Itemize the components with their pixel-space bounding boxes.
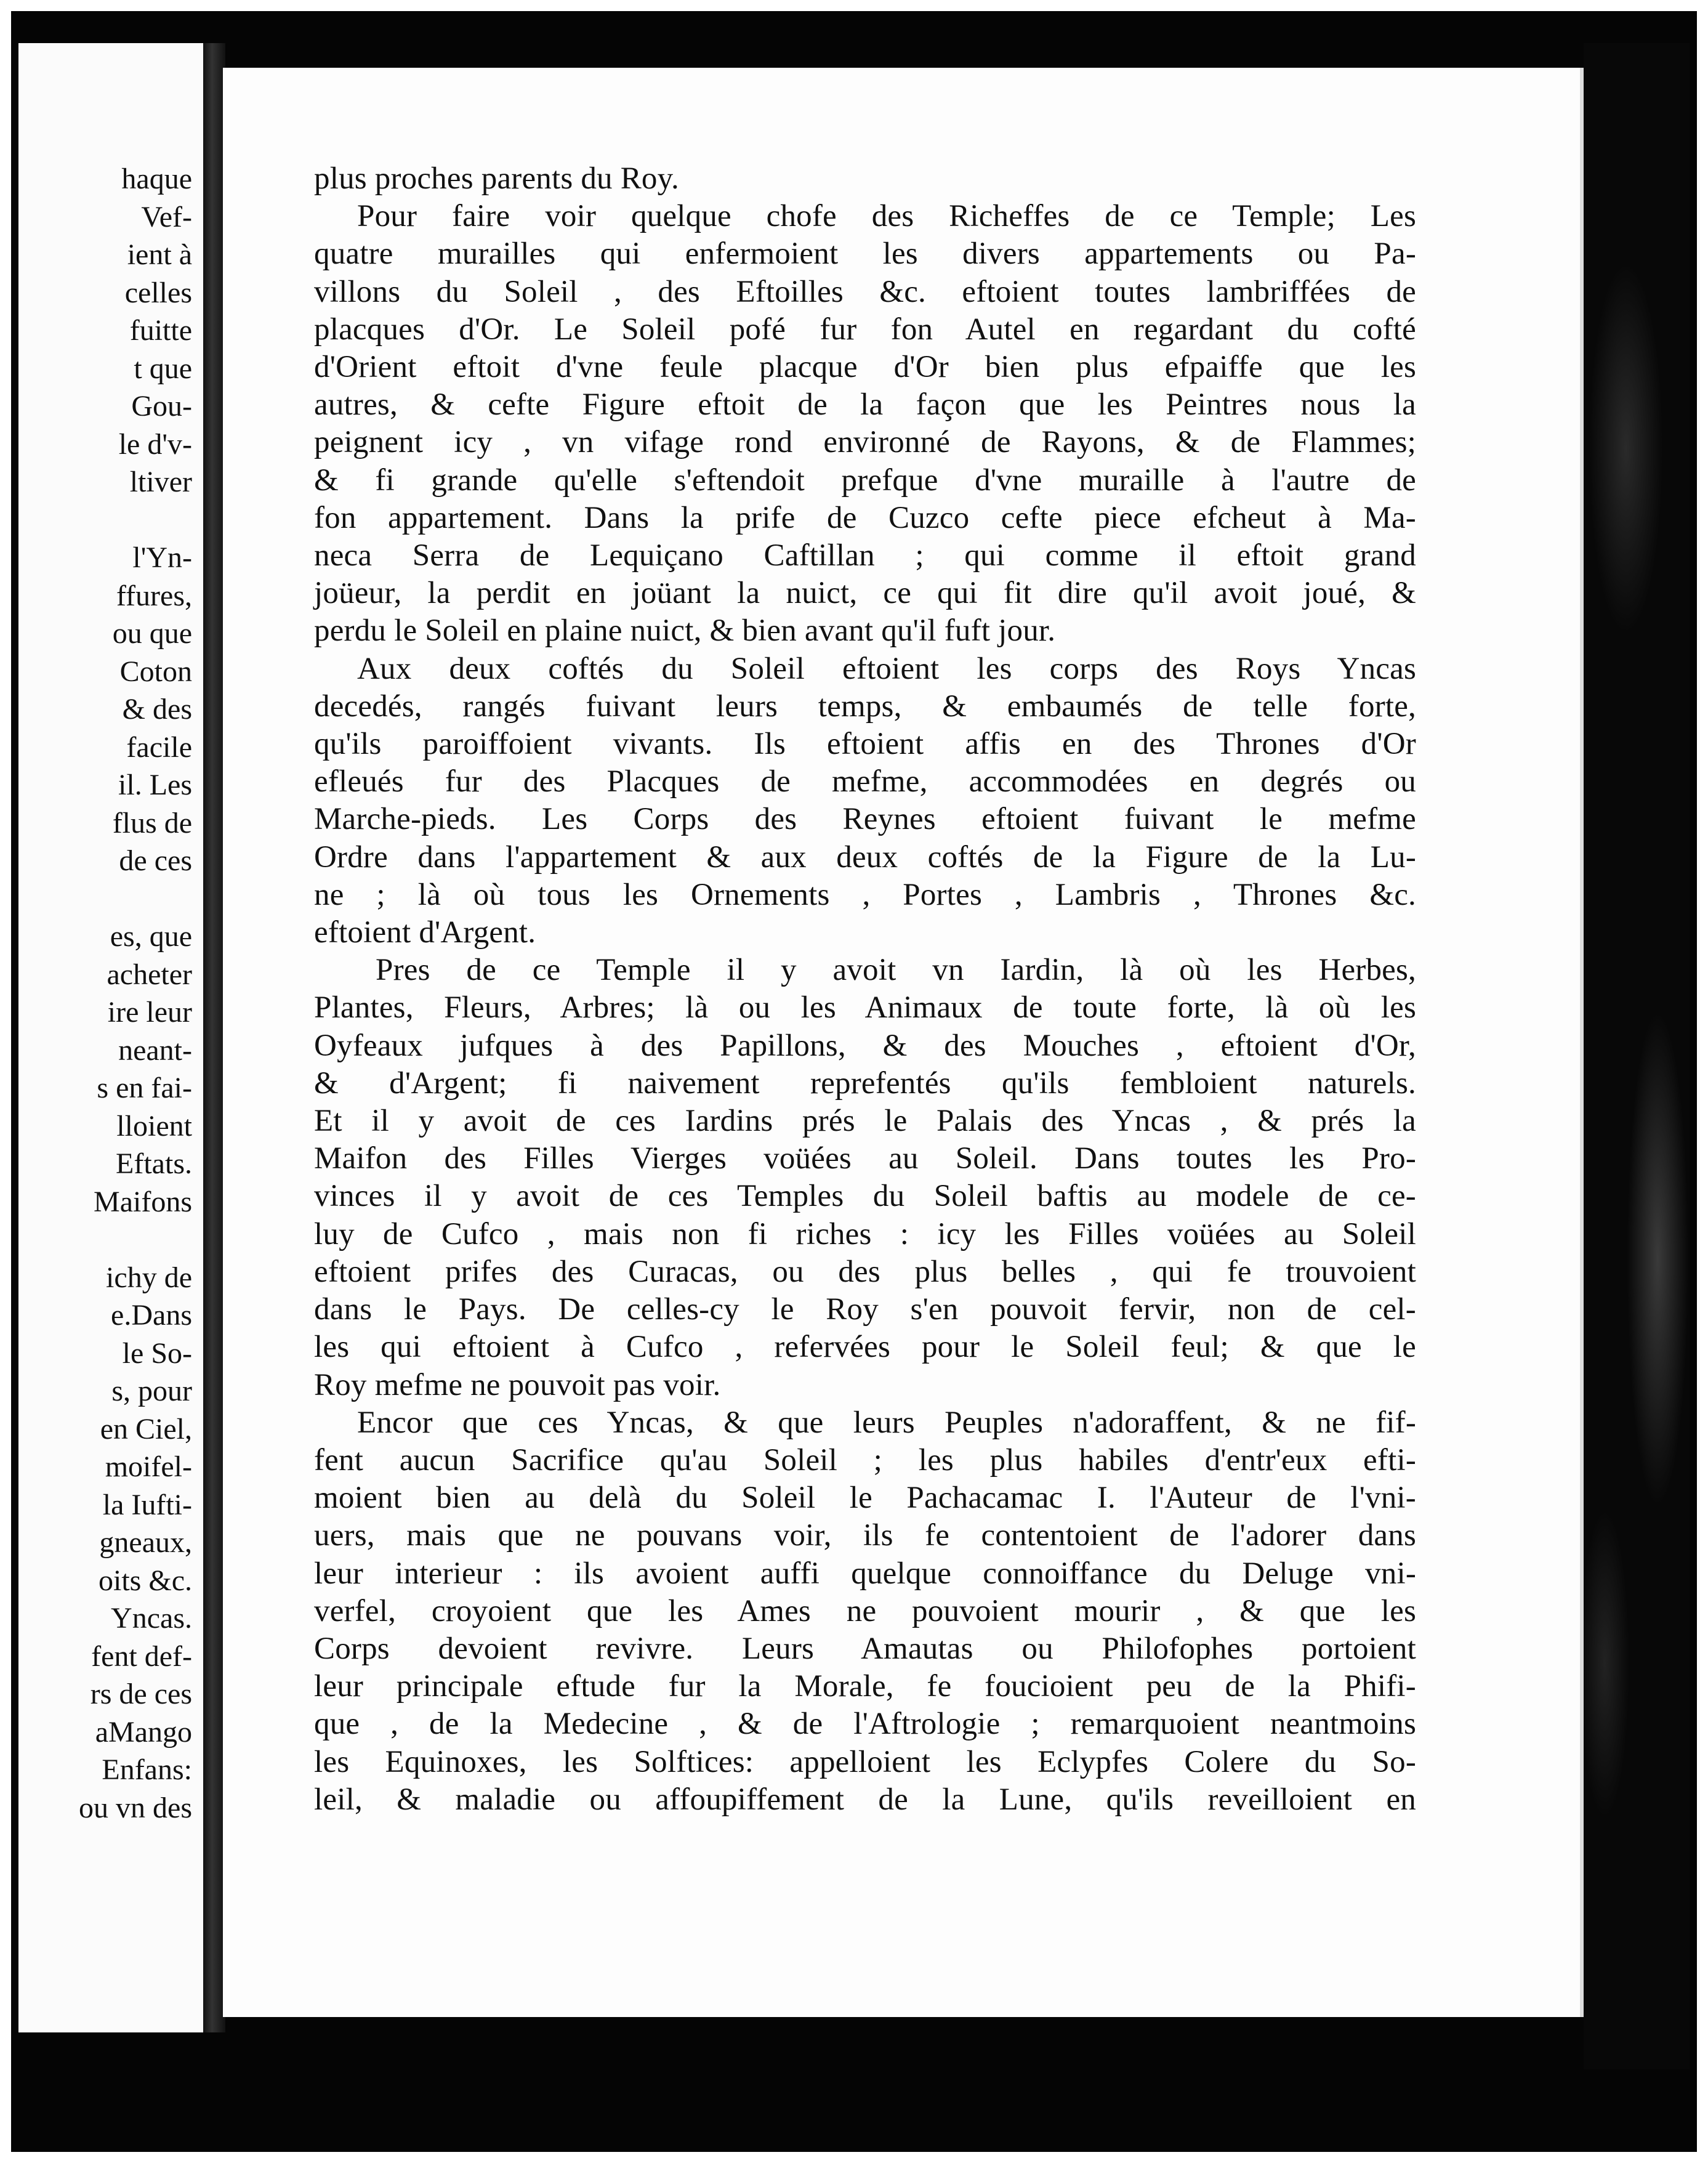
facing-page-line: flus de: [112, 806, 192, 839]
facing-page-left: [18, 43, 209, 2032]
facing-page-line: Enfans:: [102, 1753, 192, 1786]
facing-page-line: & des: [122, 693, 192, 726]
text-line: eftoient d'Argent.: [314, 915, 536, 950]
text-line: dans le Pays. De celles-cy le Roy s'en pouvoit fervir, non de cel-: [314, 1292, 1416, 1327]
text-line: fon appartement. Dans la prife de Cuzco cefte piece efcheut à Ma-: [314, 500, 1416, 535]
facing-page-line: le d'v-: [118, 427, 192, 461]
facing-page-line: ffures,: [116, 579, 192, 612]
text-line: Et il y avoit de ces Iardins prés le Palais des Yncas , & prés la: [314, 1104, 1416, 1139]
facing-page-line: Yncas.: [111, 1602, 192, 1635]
facing-page-line: haque: [121, 163, 192, 195]
facing-page-line: [79, 1221, 192, 1259]
text-line: & fi grande qu'elle s'eftendoit prefque d'vne muraille à l'autre de: [314, 463, 1416, 498]
facing-page-line: e.Dans: [111, 1299, 192, 1332]
facing-page-line: Coton: [119, 655, 192, 688]
text-line: & d'Argent; fi naivement reprefentés qu'ils fembloient naturels.: [314, 1065, 1416, 1101]
facing-page-line: fuitte: [129, 314, 192, 347]
text-line: ne ; là où tous les Ornements , Portes , Lambris , Thrones &c.: [314, 877, 1416, 912]
facing-page-line: de ces: [119, 844, 192, 877]
text-line: villons du Soleil , des Eftoilles &c. eftoient toutes lambriffées de: [314, 274, 1416, 309]
facing-page-line: ichy de: [106, 1261, 192, 1294]
facing-page-line: en Ciel,: [100, 1412, 192, 1445]
text-line: Encor que ces Yncas, & que leurs Peuples n'adoraffent, & ne fif-: [357, 1405, 1416, 1440]
text-line: Pres de ce Temple il y avoit vn Iardin, là où les Herbes,: [376, 953, 1416, 988]
facing-page-line: s en fai-: [97, 1072, 192, 1104]
text-line: Aux deux coftés du Soleil eftoient les corps des Roys Yncas: [357, 651, 1416, 686]
facing-page-line: neant-: [118, 1033, 192, 1067]
facing-page-line: ltiver: [129, 466, 192, 498]
facing-page-line: [79, 501, 192, 540]
text-line: verfel, croyoient que les Ames ne pouvoient mourir , & que les: [314, 1593, 1416, 1628]
text-line: quatre murailles qui enfermoient les divers appartements ou Pa-: [314, 237, 1416, 272]
text-line: joüeur, la perdit en joüant la nuict, ce qui fit dire qu'il avoit joué, &: [314, 576, 1416, 611]
text-line: leur principale eftude fur la Morale, fe foucioient peu de la Phifi-: [314, 1669, 1416, 1704]
facing-page-line: t que: [134, 352, 192, 385]
text-line: placques d'Or. Le Soleil pofé fur fon Autel en regardant du cofté: [314, 312, 1416, 347]
facing-page-line: [79, 880, 192, 918]
facing-page-line: moifel-: [105, 1450, 192, 1483]
text-line: neca Serra de Lequiçano Caftillan ; qui comme il eftoit grand: [314, 538, 1416, 573]
text-line: luy de Cufco , mais non fi riches : icy les Filles voüées au Soleil: [314, 1216, 1416, 1251]
text-line: Maifon des Filles Vierges voüées au Soleil. Dans toutes les Pro-: [314, 1141, 1416, 1176]
facing-page-line: es, que: [110, 920, 192, 953]
text-line: leil, & maladie ou affoupiffement de la Lune, qu'ils reveilloient en: [314, 1782, 1416, 1817]
main-page: [223, 68, 1584, 2017]
facing-page-line: ient à: [127, 238, 192, 271]
facing-page-line: ou vn des: [79, 1791, 192, 1824]
main-page-text: [314, 160, 1416, 1819]
text-line: perdu le Soleil en plaine nuict, & bien avant qu'il fuft jour.: [314, 613, 1056, 649]
text-line: les qui eftoient à Cufco , refervées pour le Soleil feul; & que le: [314, 1330, 1416, 1365]
text-line: peignent icy , vn vifage rond environné de Rayons, & de Flammes;: [314, 425, 1416, 460]
facing-page-line: rs de ces: [90, 1678, 192, 1710]
text-line: d'Orient eftoit d'vne feule placque d'Or bien plus efpaiffe que les: [314, 350, 1416, 385]
text-line: qu'ils paroiffoient vivants. Ils eftoient affis en des Thrones d'Or: [314, 727, 1416, 762]
text-line: plus proches parents du Roy.: [314, 161, 679, 196]
text-line: Marche-pieds. Les Corps des Reynes eftoient fuivant le mefme: [314, 802, 1416, 837]
facing-page-line: ou que: [112, 617, 192, 650]
facing-page-line: lloient: [116, 1109, 192, 1142]
facing-page-line: Maifons: [94, 1185, 192, 1218]
text-line: Plantes, Fleurs, Arbres; là ou les Animaux de toute forte, là où les: [314, 990, 1416, 1025]
text-line: que , de la Medecine , & de l'Aftrologie ; remarquoient neantmoins: [314, 1707, 1416, 1742]
text-line: Ordre dans l'appartement & aux deux coftés de la Figure de la Lu-: [314, 839, 1416, 875]
scan-dark-margin: [1584, 43, 1690, 2069]
facing-page-line: le So-: [122, 1336, 192, 1370]
text-line: leur interieur : ils avoient auffi quelque connoiffance du Deluge vni-: [314, 1556, 1416, 1591]
facing-page-line: oits &c.: [99, 1564, 192, 1597]
facing-page-line: Vef-: [141, 200, 192, 233]
text-line: efleués fur des Placques de mefme, accommodées en degrés ou: [314, 764, 1416, 799]
facing-page-line: gneaux,: [99, 1526, 192, 1559]
facing-page-line: facile: [126, 730, 192, 764]
facing-page-line: la Iufti-: [102, 1488, 192, 1521]
text-line: decedés, rangés fuivant leurs temps, & embaumés de telle forte,: [314, 689, 1416, 724]
book-gutter: [203, 43, 225, 2032]
text-line: Roy mefme ne pouvoit pas voir.: [314, 1367, 721, 1402]
text-line: fent aucun Sacrifice qu'au Soleil ; les plus habiles d'entr'eux efti-: [314, 1442, 1416, 1478]
text-line: autres, & cefte Figure eftoit de la façon que les Peintres nous la: [314, 387, 1416, 422]
text-line: moient bien au delà du Soleil le Pachacamac I. l'Auteur de l'vni-: [314, 1481, 1416, 1516]
text-line: Corps devoient revivre. Leurs Amautas ou Philofophes portoient: [314, 1631, 1416, 1666]
facing-page-line: Eftats.: [116, 1147, 192, 1180]
facing-page-line: fent def-: [91, 1639, 192, 1673]
text-line: Oyfeaux jufques à des Papillons, & des Mouches , eftoient d'Or,: [314, 1028, 1416, 1063]
facing-page-line: l'Yn-: [132, 541, 192, 574]
text-line: les Equinoxes, les Solftices: appelloient les Eclypfes Colere du So-: [314, 1744, 1416, 1779]
facing-page-line: ire leur: [107, 996, 192, 1029]
text-line: uers, mais que ne pouvans voir, ils fe contentoient de l'adorer dans: [314, 1518, 1416, 1553]
facing-page-line: acheter: [107, 958, 192, 991]
text-line: Pour faire voir quelque chofe des Richeffes de ce Temple; Les: [357, 199, 1416, 234]
facing-page-line: s, pour: [111, 1375, 192, 1407]
facing-page-line: Gou-: [131, 390, 192, 422]
text-line: vinces il y avoit de ces Temples du Soleil baftis au modele de ce-: [314, 1179, 1416, 1214]
text-line: eftoient prifes des Curacas, ou des plus belles , qui fe trouvoient: [314, 1254, 1416, 1289]
facing-page-text: [79, 160, 192, 1827]
facing-page-line: celles: [124, 276, 192, 309]
facing-page-line: aMango: [95, 1715, 192, 1749]
facing-page-line: il. Les: [118, 769, 192, 801]
